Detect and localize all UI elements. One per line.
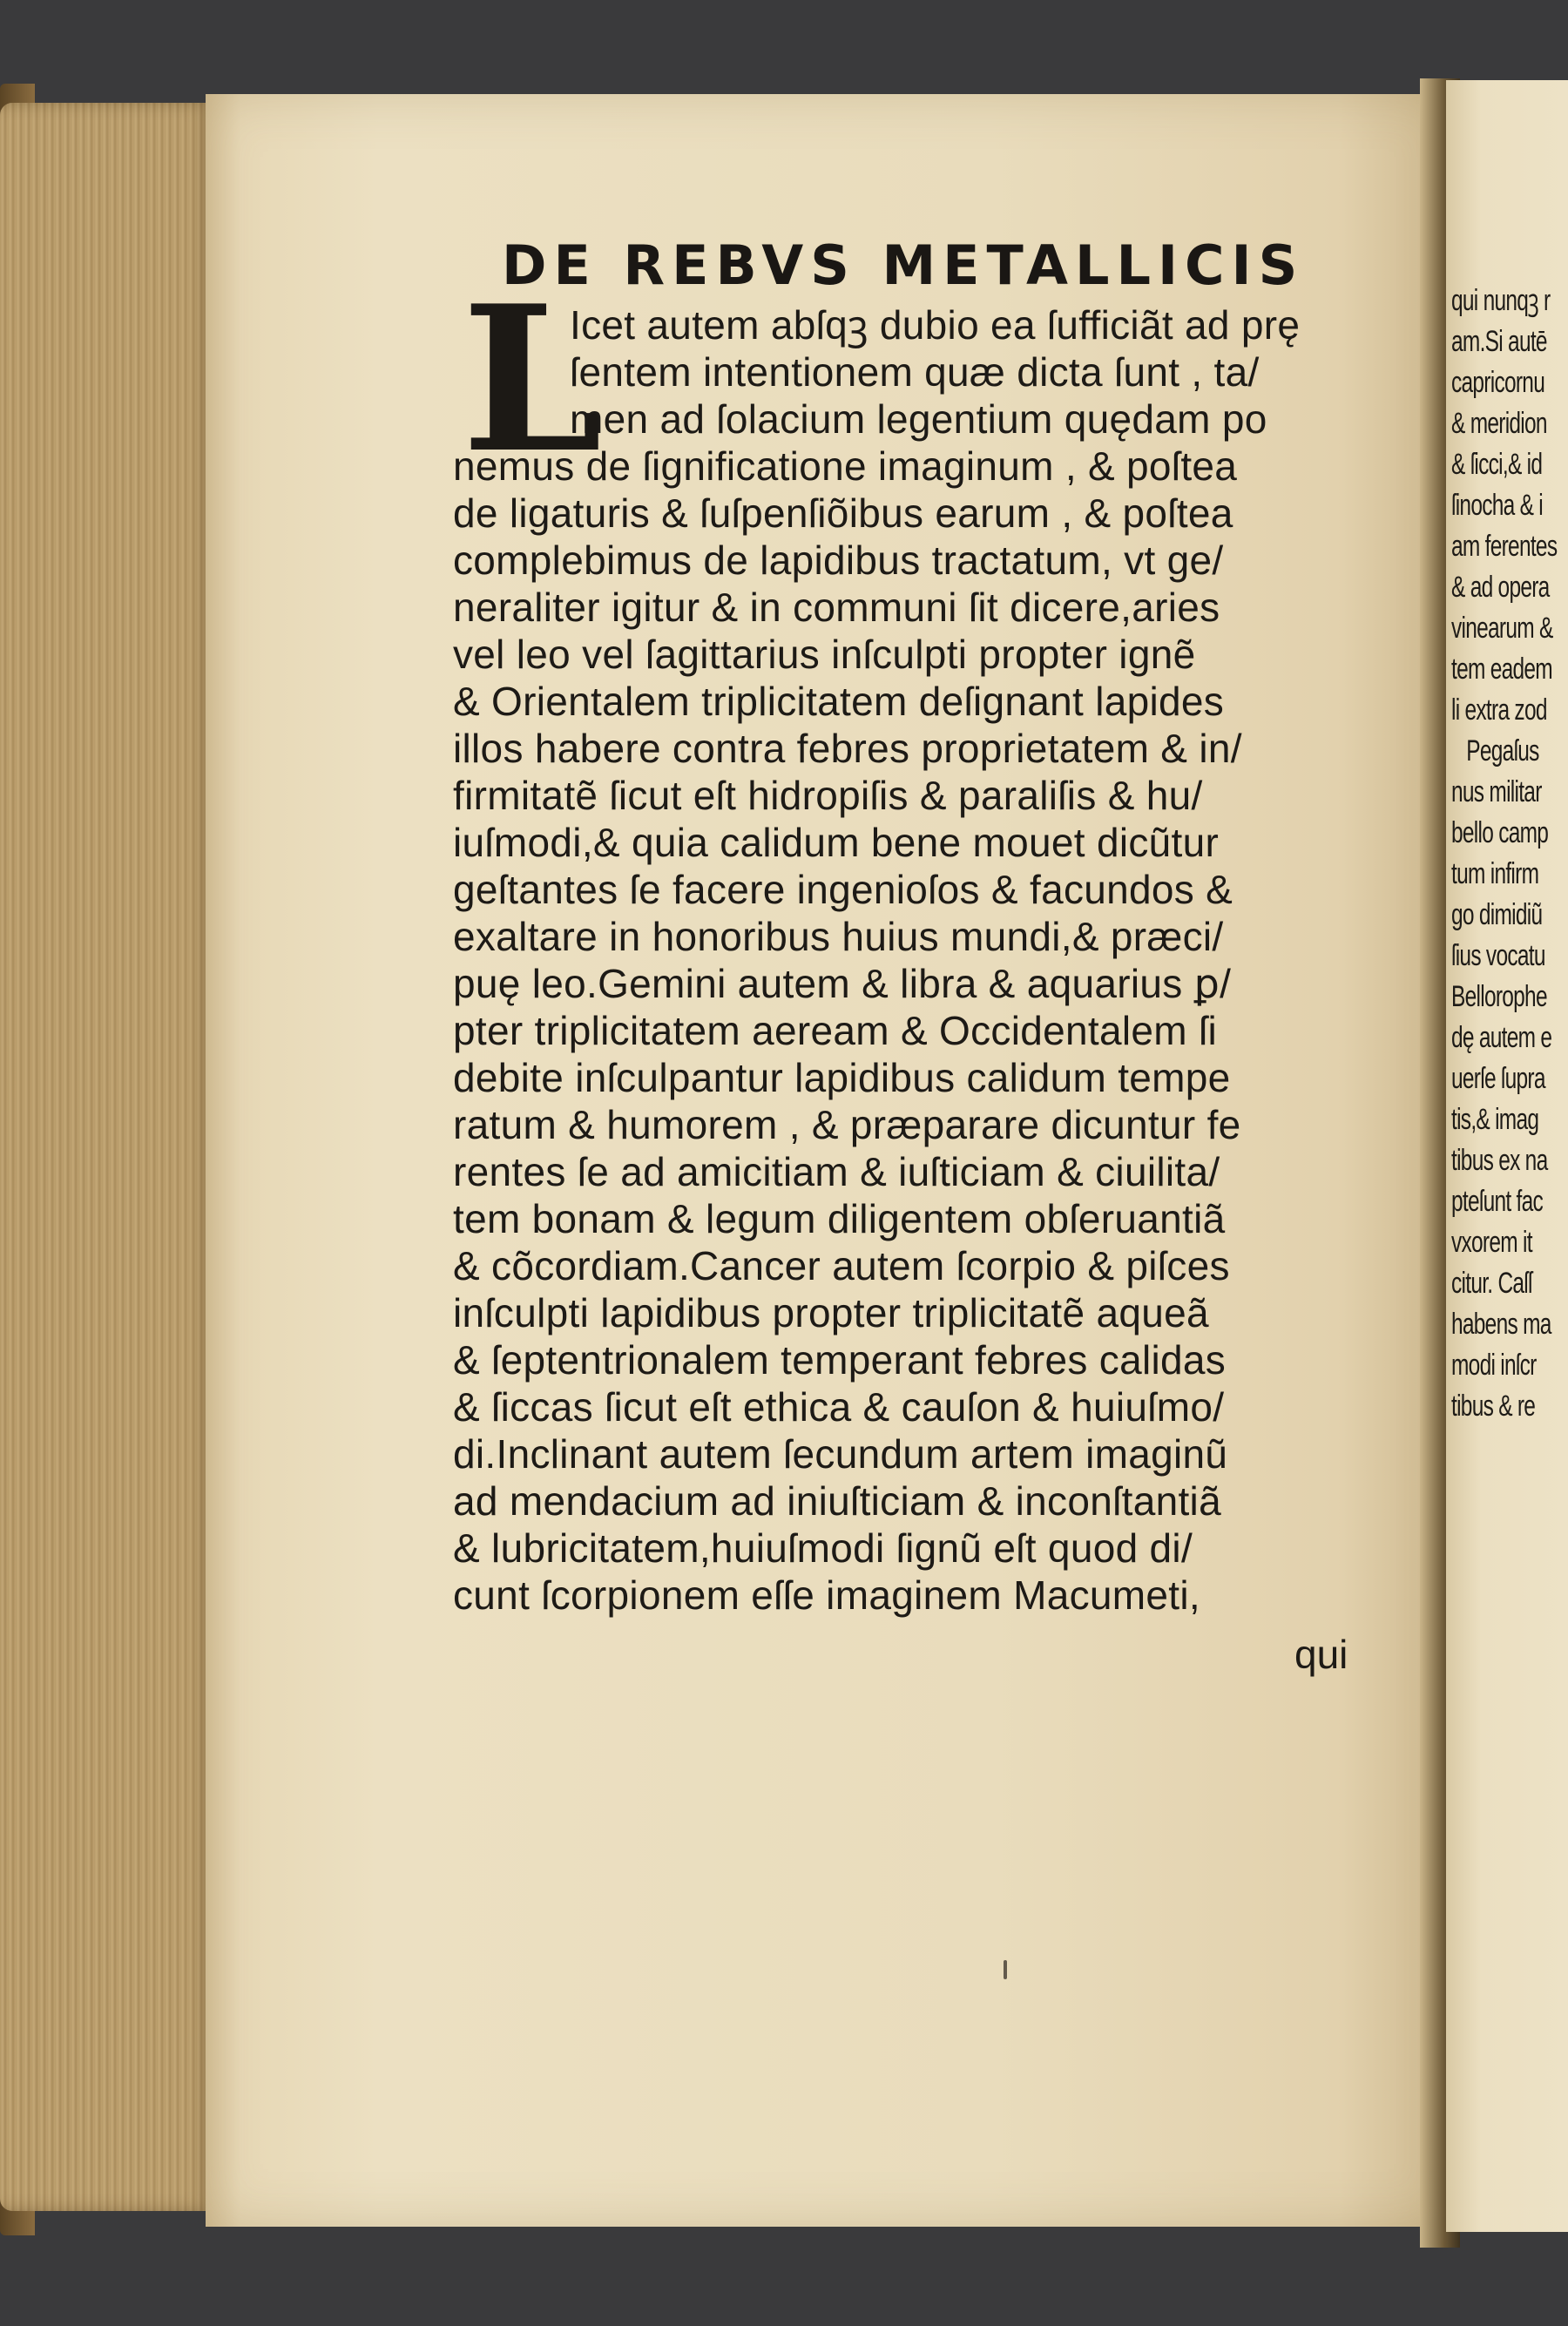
text-line: cunt ſcorpionem eſſe imaginem Macumeti, (453, 1572, 1200, 1618)
facing-text-line: tis,& imag (1451, 1103, 1539, 1136)
facing-text-line: vinearum & (1451, 612, 1553, 645)
facing-text-line: ſius vocatu (1451, 939, 1545, 972)
catchword: qui (1294, 1632, 1348, 1677)
facing-text-line: & ſicci,& id (1451, 448, 1543, 481)
text-line: & Orientalem triplicitatem deſignant lapides (453, 679, 1225, 724)
facing-text-line: ſinocha & i (1451, 489, 1544, 522)
facing-text-line: nus militar (1451, 775, 1542, 808)
facing-text-line: bello camp (1451, 816, 1549, 849)
text-line: vel leo vel ſagittarius inſculpti propter ignẽ (453, 632, 1196, 677)
text-line: inſculpti lapidibus propter triplicitatẽ aqueã (453, 1290, 1209, 1335)
text-line: firmitatẽ ſicut eſt hidropiſis & paraliſis & hu/ (453, 773, 1203, 818)
facing-text-line: pteſunt fac (1451, 1185, 1544, 1218)
text-line: ad mendacium ad iniuſticiam & inconſtantiã (453, 1478, 1221, 1524)
facing-text-line: qui nunqꝫ r (1451, 284, 1551, 317)
text-line: tem bonam & legum diligentem obſeruantiã (453, 1196, 1226, 1241)
text-line: complebimus de lapidibus tractatum, vt ge/ (453, 538, 1224, 583)
text-line: ratum & humorem , & præparare dicuntur fe (453, 1102, 1241, 1147)
running-heading: DE REBVS METALLICIS (502, 233, 1305, 297)
facing-text-line: go dimidiũ (1451, 898, 1543, 931)
page-edges (0, 103, 216, 2211)
facing-text-line: tibus & re (1451, 1390, 1536, 1423)
text-line: & ſiccas ſicut eſt ethica & cauſon & huiuſmo/ (453, 1384, 1225, 1430)
text-line: geſtantes ſe facere ingenioſos & facundos & (453, 867, 1233, 912)
text-line: ſentem intentionem quæ dicta ſunt , ta/ (570, 349, 1260, 395)
facing-text-line: am.Si autē (1451, 325, 1547, 358)
facing-text-line: modi inſcr (1451, 1349, 1537, 1382)
facing-text-line: li extra zod (1451, 693, 1547, 727)
text-line: Icet autem abſqꝫ dubio ea ſufficiãt ad prę (570, 302, 1301, 348)
facing-text-line: Pegaſus (1466, 734, 1539, 767)
facing-text-line: vxorem it (1451, 1226, 1532, 1259)
facing-text-line: citur. Caſſ (1451, 1267, 1532, 1300)
facing-text-line: dę autem e (1451, 1021, 1552, 1054)
facing-text-line: am ferentes (1451, 530, 1558, 563)
facing-page (1446, 80, 1568, 2232)
facing-text-line: Bellorophe (1451, 980, 1547, 1013)
facing-text-line: tum infirm (1451, 857, 1539, 890)
text-line: de ligaturis & ſuſpenſiõibus earum , & poſtea (453, 490, 1233, 536)
facing-text-line: & meridion (1451, 407, 1547, 440)
facing-text-line: capricornu (1451, 366, 1545, 399)
text-line: & lubricitatem,huiuſmodi ſignũ eſt quod di/ (453, 1525, 1193, 1571)
text-line: illos habere contra febres proprietatem & in/ (453, 726, 1242, 771)
text-line: neraliter igitur & in communi ſit dicere,aries (453, 585, 1220, 630)
facing-text-line: tibus ex na (1451, 1144, 1548, 1177)
facing-text-line: tem eadem (1451, 652, 1552, 686)
text-line: & ſeptentrionalem temperant febres calidas (453, 1337, 1227, 1383)
ink-mark (1004, 1960, 1007, 1979)
facing-page-text (1451, 281, 1568, 1427)
text-line: debite inſculpantur lapidibus calidum tempe (453, 1055, 1231, 1100)
text-line: pter triplicitatem aeream & Occidentalem ſi (453, 1008, 1217, 1053)
text-line: di.Inclinant autem ſecundum artem imaginũ (453, 1431, 1228, 1477)
text-line: & cõcordiam.Cancer autem ſcorpio & piſces (453, 1243, 1230, 1288)
text-line: nemus de ſignificatione imaginum , & poſtea (453, 443, 1238, 489)
facing-text-line: habens ma (1451, 1308, 1551, 1341)
drop-cap: L (462, 262, 603, 497)
text-line: men ad ſolacium legentium quędam po (570, 396, 1267, 442)
text-line: exaltare in honoribus huius mundi,& præci/ (453, 914, 1224, 959)
facing-text-line: & ad opera (1451, 571, 1550, 604)
text-line: rentes ſe ad amicitiam & iuſticiam & ciuilita/ (453, 1149, 1220, 1194)
facing-text-line: uerſe ſupra (1451, 1062, 1545, 1095)
text-line: iuſmodi,& quia calidum bene mouet dicũtur (453, 820, 1220, 865)
text-line: puę leo.Gemini autem & libra & aquarius ꝑ/ (453, 961, 1232, 1006)
